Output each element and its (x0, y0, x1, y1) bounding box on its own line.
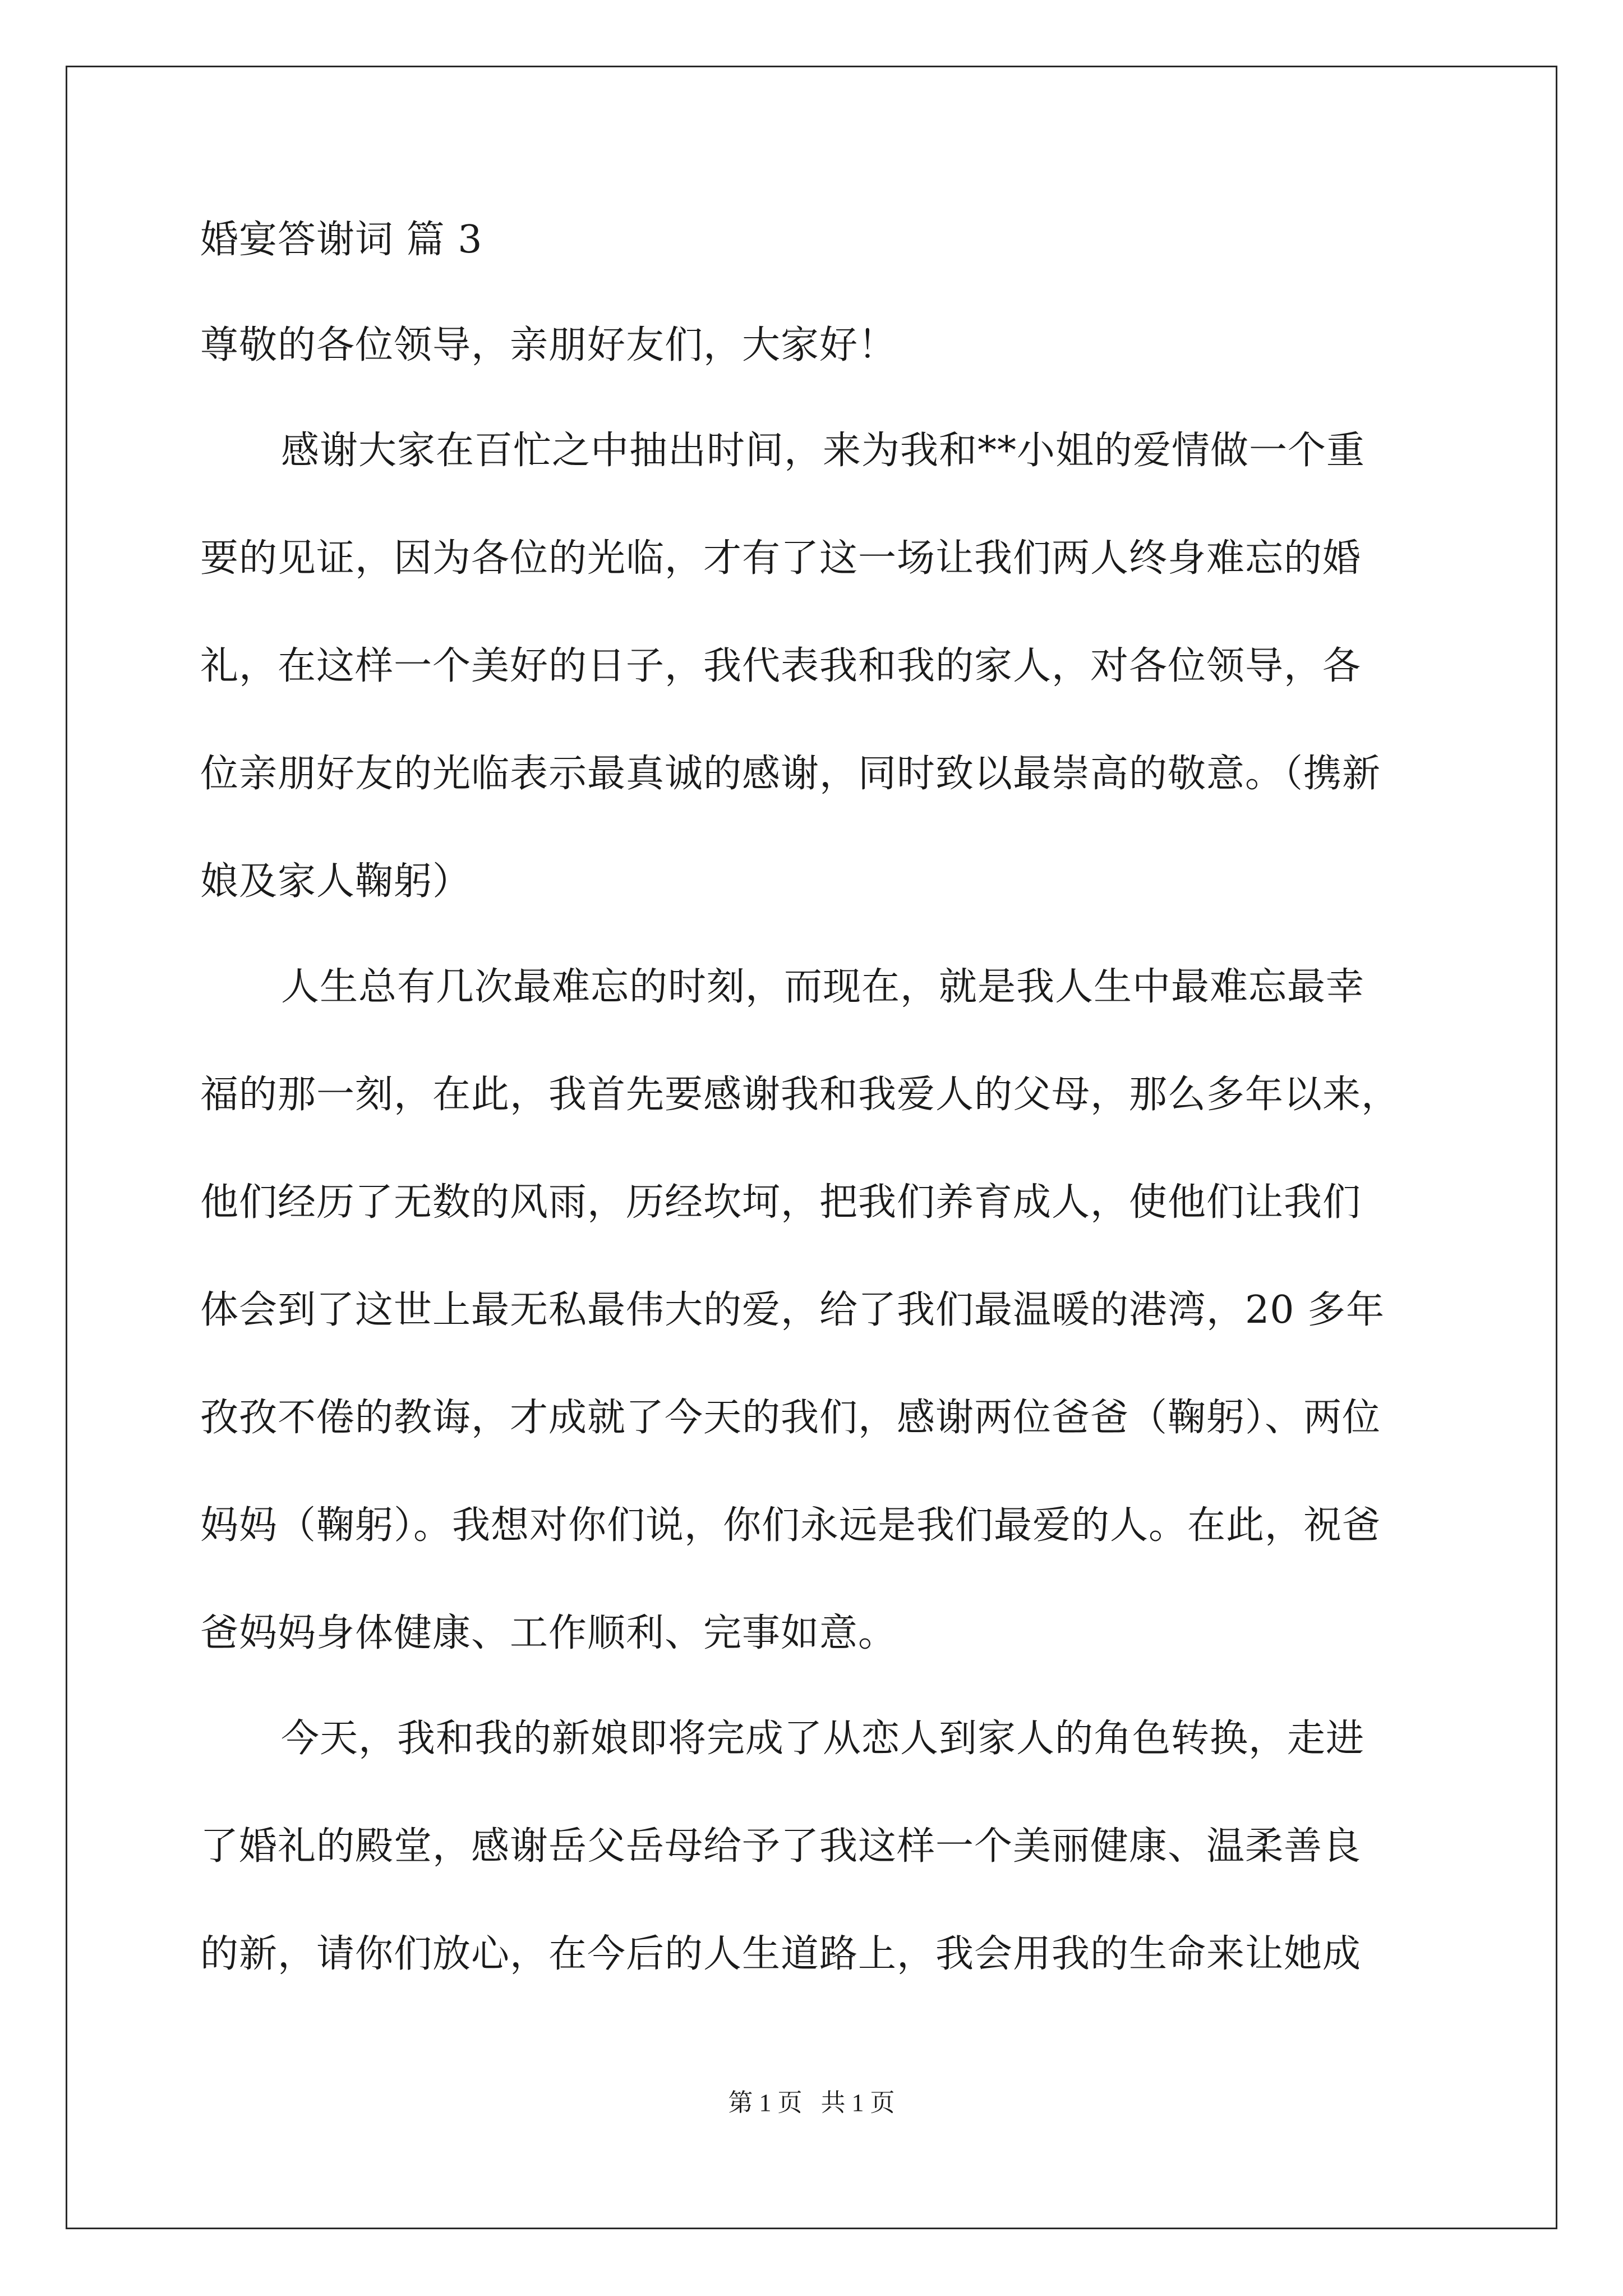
paragraph-line: 人生总有几次最难忘的时刻，而现在，就是我人生中最难忘最幸 (281, 965, 1365, 1009)
paragraph-line: 孜孜不倦的教诲，才成就了今天的我们，感谢两位爸爸（鞠躬）、两位 (200, 1396, 1381, 1440)
paragraph-line: 体会到了这世上最无私最伟大的爱，给了我们最温暖的港湾，20 多年 (200, 1288, 1385, 1332)
paragraph-line: 位亲朋好友的光临表示最真诚的感谢，同时致以最崇高的敬意。（携新 (200, 752, 1381, 796)
document-body (200, 213, 1421, 2033)
paragraph-3 (200, 1712, 1421, 1981)
paragraph-line: 娘及家人鞠躬） (200, 859, 472, 904)
paragraph-2 (200, 960, 1421, 1660)
document-title: 婚宴答谢词 篇 3 (200, 218, 483, 262)
paragraph-line: 他们经历了无数的风雨，历经坎坷，把我们养育成人，使他们让我们 (200, 1180, 1362, 1225)
page-number-footer: 第 1 页 共 1 页 (728, 2089, 895, 2116)
paragraph-line: 爸妈妈身体健康、工作顺利、完事如意。 (200, 1611, 897, 1655)
paragraph-line: 礼，在这样一个美好的日子，我代表我和我的家人，对各位领导，各 (200, 644, 1362, 688)
paragraph-line: 的新，请你们放心，在今后的人生道路上，我会用我的生命来让她成 (200, 1932, 1362, 1976)
paragraph-1 (200, 424, 1421, 909)
paragraph-line: 要的见证，因为各位的光临，才有了这一场让我们两人终身难忘的婚 (200, 536, 1362, 581)
paragraph-line: 今天，我和我的新娘即将完成了从恋人到家人的角色转换，走进 (281, 1717, 1365, 1761)
paragraph-line: 了婚礼的殿堂，感谢岳父岳母给予了我这样一个美丽健康、温柔善良 (200, 1824, 1362, 1869)
paragraph-line: 福的那一刻，在此，我首先要感谢我和我爱人的父母，那么多年以来， (200, 1073, 1400, 1117)
paragraph-line: 妈妈（鞠躬）。我想对你们说，你们永远是我们最爱的人。在此，祝爸 (200, 1503, 1381, 1548)
paragraph-line: 感谢大家在百忙之中抽出时间，来为我和**小姐的爱情做一个重 (281, 429, 1366, 473)
salutation: 尊敬的各位领导，亲朋好友们，大家好！ (200, 323, 897, 367)
